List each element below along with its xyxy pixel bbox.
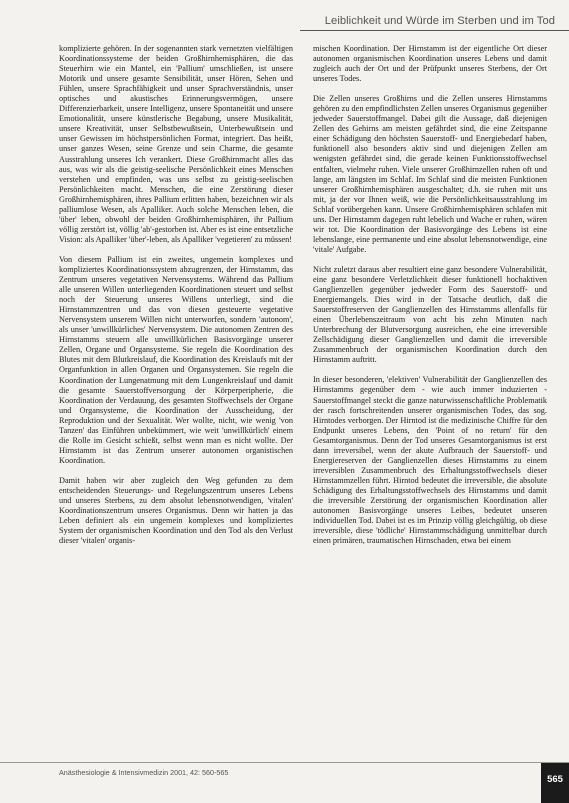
left-column xyxy=(59,44,293,556)
paragraph: mischen Koordination. Der Hirnstamm ist der eigentliche Ort dieser autonomen organismischen Koordination unseres Lebens und damit zugleich auch der Ort und der Prüfpunkt unseres Sterbens, der Ort unseres Todes. xyxy=(313,44,547,84)
page-footer xyxy=(0,762,569,803)
running-title: Leiblichkeit und Würde im Sterben und im Tod xyxy=(324,15,555,27)
paragraph: In dieser besonderen, 'elektiven' Vulnerabilität der Ganglienzellen des Hirnstamms gegenüber dem - wie auch immer induzierten - Sauerstoffmangel steckt die ganze naturwissenschaftliche Problematik der rasch fortschreitenden unserer organismischen Todes, das sog. Hirntodes verborgen. Der Hirntod ist die medizinische Chiffre für den Endpunkt unseres Lebens, den 'Point of no return' für den Gesamtorganismus. Denn der Tod unseres Gesamtorganismus ist erst dann irreversibel, wenn der akute Aufbrauch der Sauerstoff- und Energiereserven der Ganglienzellen dieses Hirnstamms zu einem irreversiblen Zusammenbruch des Erhaltungsstoffwechsels dieser Hirnstammzellen führt. Hirntod bedeutet die irreversible, die absolute Schädigung des Erhaltungsstoffwechsels des Hirnstamms und damit die irreversible Zerstörung der organismischen Koordination aller autonomen Basisvorgänge unseres Leibes, bedeutet unseren individuellen Tod. Dabei ist es im Prinzip völlig gleichgültig, ob diese irreversible, diese 'tödliche' Hirnstammschädigung unmittelbar durch einen primären, traumatischen Hirnschaden, etwa bei einem xyxy=(313,375,547,546)
running-header xyxy=(300,6,569,31)
journal-citation: Anästhesiologie & Intensivmedizin 2001, 42: 560-565 xyxy=(59,768,229,777)
right-column xyxy=(313,44,547,556)
page-number: 565 xyxy=(541,763,569,803)
paragraph: Damit haben wir aber zugleich den Weg gefunden zu dem entscheidenden Steuerungs- und Regelungszentrum unseres Lebens und unseres Sterbens, zu dem absolut lebensnotwendigen, 'vitalen' Koordinationszentrum unseres Organismus. Denn wir hatten ja das Leben definiert als ein ungemein komplexes und kompliziertes System der organismischen Koordination und den Tod als den Verlust dieser 'vitalen' organis- xyxy=(59,475,293,546)
paragraph: Von diesem Pallium ist ein zweites, ungemein komplexes und kompliziertes Koordinationssystem abzugrenzen, der Hirnstamm, das Zentrum unseres vegetativen Nervensystems. Während das Pallium alle unseren Willen unterliegenden Koordinationen steuert und selbst noch der Steuerung unseres Willens unterliegt, sind die Hirnstammzentren und das von diesen gesteuerte vegetative Nervensystem unserem Willen nicht unterworfen, sondern 'autonom', als unser 'unwillkürliches' Nervensystem. Die autonomen Zentren des Hirnstamms steuern alle unwillkürlichen Basisvorgänge unserer Zellen, Organe und Organsysteme. Sie regeln die Koordination des Blutes mit dem Blutkreislauf, die Koordination des Kreislaufs mit der Organfunktion in allen Organen und Organsystemen. Sie regeln die Koordination der Lungenatmung mit dem Lungenkreislauf und damit die gesamte Sauerstoffversorgung der Körperperipherie, die Koordination der Verdauung, des gesamten Stoffwechsels der Organe und Organsysteme, die Koordination der Ausscheidung, der Reproduktion und der Sexualität. Wer wollte, nicht, wie wenig 'von Tanzen' das Einführen unbekümmert, wie weit 'unwillkürlich' einem die Rolle im Gesicht schießt, selbst wenn man es nicht wollte. Der Hirnstamm ist das Zentrum unserer autonomen organistischen Koordination. xyxy=(59,254,293,465)
paragraph: komplizierte gehören. In der sogenannten stark vernetzten vielfältigen Koordinationssysteme der beiden Großhirnhemisphären, die das Steuerhirn wie ein Mantel, ein 'Pallium' umschließen, ist unsere Motorik und unsere gesamte Sensibilität, unser Hören, Sehen und Fühlen, unsere Sprachfähigkeit und unser Sprachverständnis, unser optisches und akustisches Erinnerungsvermögen, unsere Differenzierbarkeit, unsere Intelligenz, unsere Spontaneität und unsere Emotionalität, unsere künstlerische Begabung, unsere Musikalität, unsere Kreativität, unser Selbstbewußtsein, Unterbewußtsein und unser Gewissen im höchstpersönlichen Format, integriert. Das heißt, unser ganzes Wesen, seine Grenze und sein Charme, die gesamte Ausstrahlung unseres Ich verankert. Diese Großhirnmacht alles das aus, was wir als die geistig-seelische Persönlichkeit eines Menschen verstehen und empfinden, was uns selbst zu geistig-seelischen Persönlichkeiten macht. Menschen, die eine Zerstörung dieser Großhirnhemisphären, ihres Pallium erlitten haben, bezeichnen wir als palliumlose Wesen, als Apalliker. Auch solche Menschen leben, die 'über' leben, obwohl der beiden Großhirnhemisphären, ihr Pallium völlig zerstört ist, völlig 'ab'-gestorben ist. Aber es ist eine entsetzliche Vision: als Apalliker 'über'-leben, als Apalliker 'vegetieren' zu müssen! xyxy=(59,44,293,244)
paragraph: Nicht zuletzt daraus aber resultiert eine ganz besondere Vulnerabilität, eine ganz besondere Verletzlichkeit dieser funktionell hochaktiven Ganglienzellen gegenüber jedweder Form des Sauerstoff- und Energiemangels. Dies wird in der Tatsache deutlich, daß die Sauerstoffreserven der Ganglienzellen des Hirnstamms allenfalls für einen Überlebenszeitraum von acht bis zehn Minuten nach Unterbrechung der Blutversorgung ausreichen, ehe eine irreversible Zellschädigung dieser Ganglienzellen und damit die irreversible Zusammenbruch der organismischen Koordination durch den Hirnstamm auftritt. xyxy=(313,264,547,365)
paragraph: Die Zellen unseres Großhirns und die Zellen unseres Hirnstamms gehören zu den empfindlichsten Zellen unseres Organismus gegenüber jedweder Sauerstoffmangel. Dabei gilt die Aussage, daß diejenigen Zellen des Gehirns am meisten gefährdet sind, die eine Zeitspanne einer Schädigung den höchsten Sauerstoff- und Energiebedarf haben, funktionell also besonders aktiv sind und diejenigen Zellen am wenigsten gefährdet sind, die gerade keinen Funktionsstoffwechsel entfalten, vielmehr ruhen. Viele unserer Großhirnzellen ruhen oft und lange, am längsten im Schlaf. Im Schlaf sind die meisten Funktionen unserer Großhirnhemisphären ausgeschaltet; d.h. sie ruhen mit uns mit, ja der vor Ihnen weiß, wie die Persönlichkeitsausstrahlung im Schlaf vorübergehen kann. Unsere Großhirnhemisphären schlafen mit uns. Der Hirnstamm dagegen ruht lebelich und Wache er ruhen, wären wir tot. Die Koordination der Basisvorgänge des Lebens ist eine lebenslange, eine permanente und eine absolut lebensnotwendige, eine 'vitale' Aufgabe. xyxy=(313,94,547,254)
